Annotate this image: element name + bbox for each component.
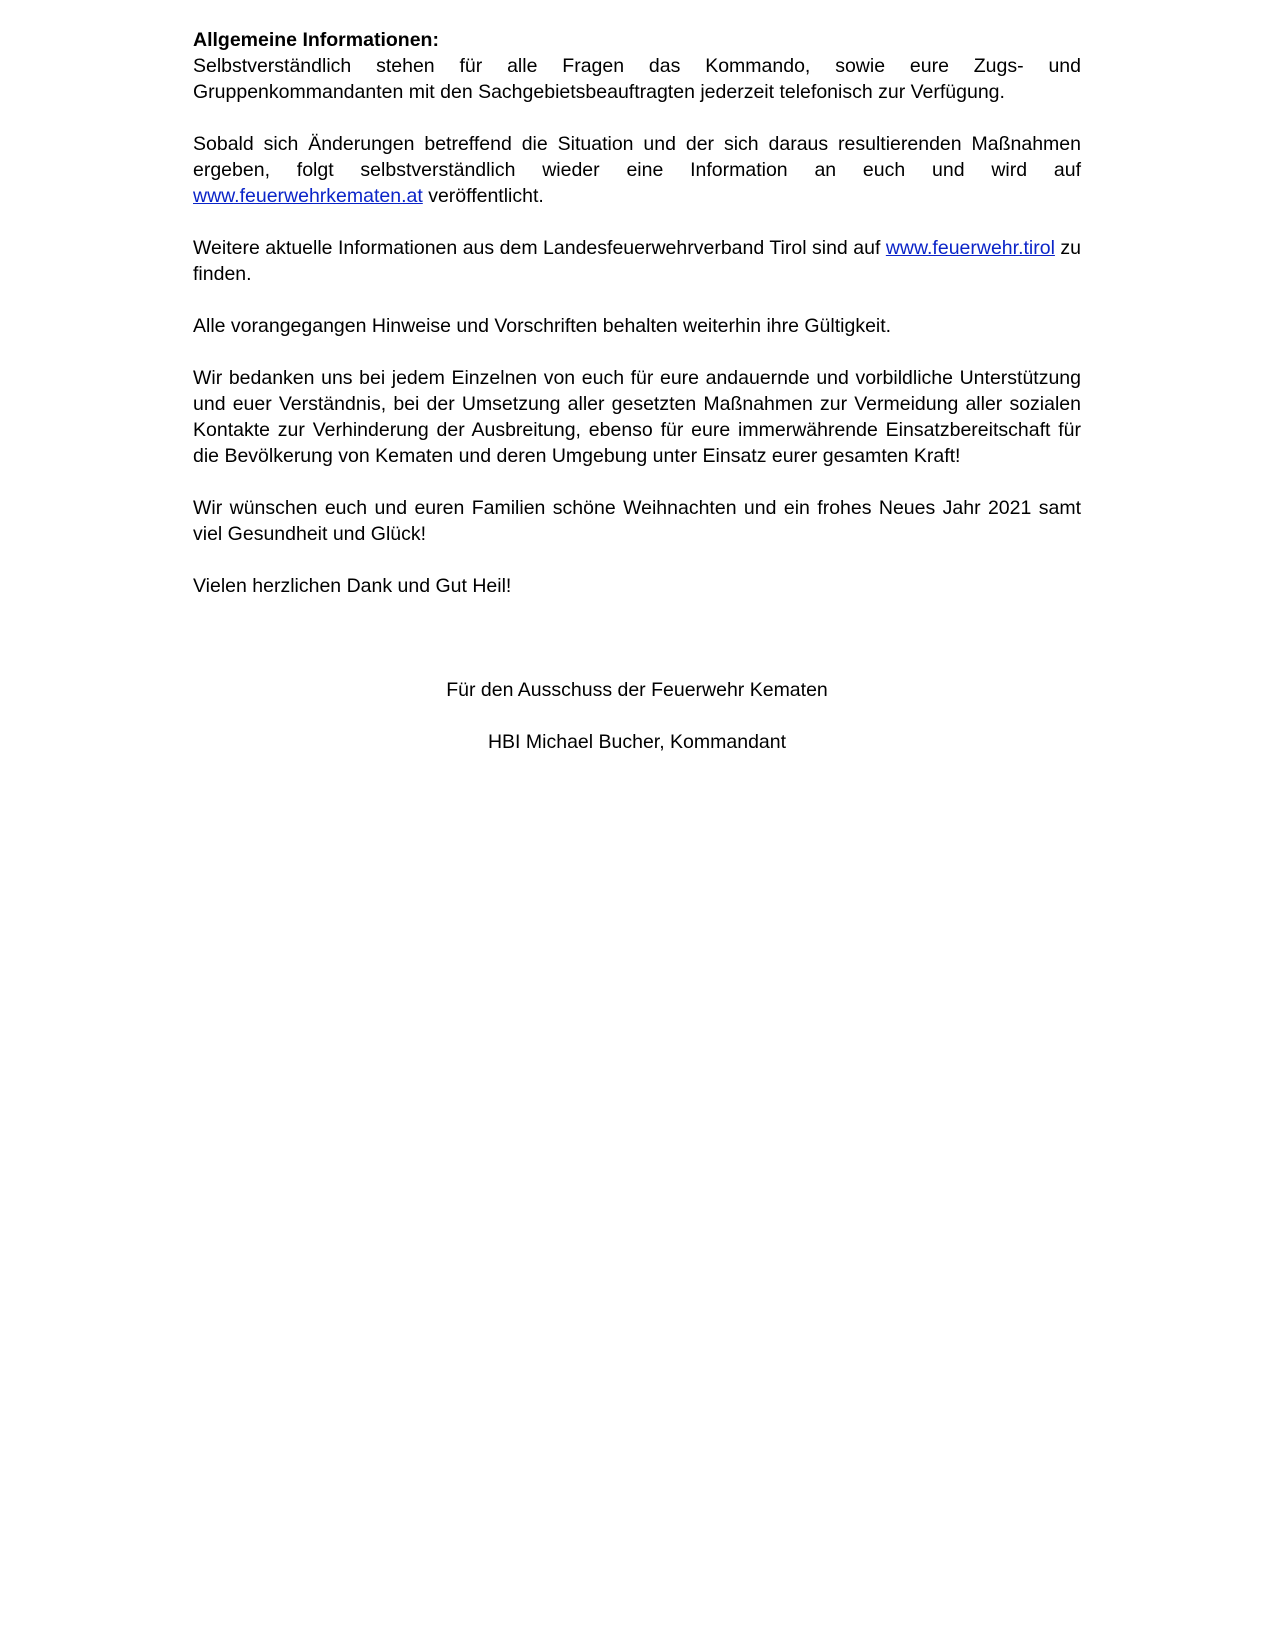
paragraph-closing: Vielen herzlichen Dank und Gut Heil! bbox=[193, 575, 512, 597]
paragraph-further-info bbox=[193, 235, 1081, 287]
paragraph-changes-suffix: veröffentlicht. bbox=[422, 185, 544, 207]
section-heading: Allgemeine Informationen: bbox=[193, 29, 439, 51]
paragraph-further-text: Weitere aktuelle Informationen aus dem Landesfeuerwehrverband Tirol sind auf bbox=[193, 237, 886, 259]
signature-commander: HBI Michael Bucher, Kommandant bbox=[487, 731, 787, 753]
link-feuerwehr-tirol[interactable]: www.feuerwehr.tirol bbox=[885, 237, 1055, 259]
link-feuerwehrkematen[interactable]: www.feuerwehrkematen.at bbox=[193, 185, 423, 207]
document-body bbox=[193, 27, 1081, 781]
paragraph-changes-info bbox=[193, 131, 1081, 209]
signature-committee: Für den Ausschuss der Feuerwehr Kematen bbox=[446, 679, 828, 701]
paragraph-wishes: Wir wünschen euch und euren Familien schöne Weihnachten und ein frohes Neues Jahr 2021 samt viel Gesundheit und Glück! bbox=[193, 497, 1081, 545]
paragraph-further-suffix: zu finden. bbox=[193, 237, 1081, 285]
signature-spacer bbox=[193, 625, 1081, 677]
paragraph-thanks: Wir bedanken uns bei jedem Einzelnen von euch für eure andauernde und vorbildliche Unterstützung und euer Verständnis, bei der Umsetzung aller gesetzten Maßnahmen zur Vermeidung aller sozialen Kontakte zur Verhinderung der Ausbreitung, ebenso für eure immerwährende Einsatzbereitschaft für die Bevölkerung von Kematen und deren Umgebung unter Einsatz eurer gesamten Kraft! bbox=[193, 367, 1081, 467]
paragraph-changes-text: Sobald sich Änderungen betreffend die Situation und der sich daraus resultierenden Maßnahmen ergeben, folgt selbstverständlich wieder eine Information an euch und wird auf bbox=[193, 133, 1081, 181]
paragraph-validity: Alle vorangegangen Hinweise und Vorschriften behalten weiterhin ihre Gültigkeit. bbox=[193, 315, 892, 337]
paragraph-contact-info: Selbstverständlich stehen für alle Fragen das Kommando, sowie eure Zugs- und Gruppenkommandanten mit den Sachgebietsbeauftragten jederzeit telefonisch zur Verfügung. bbox=[193, 55, 1081, 103]
